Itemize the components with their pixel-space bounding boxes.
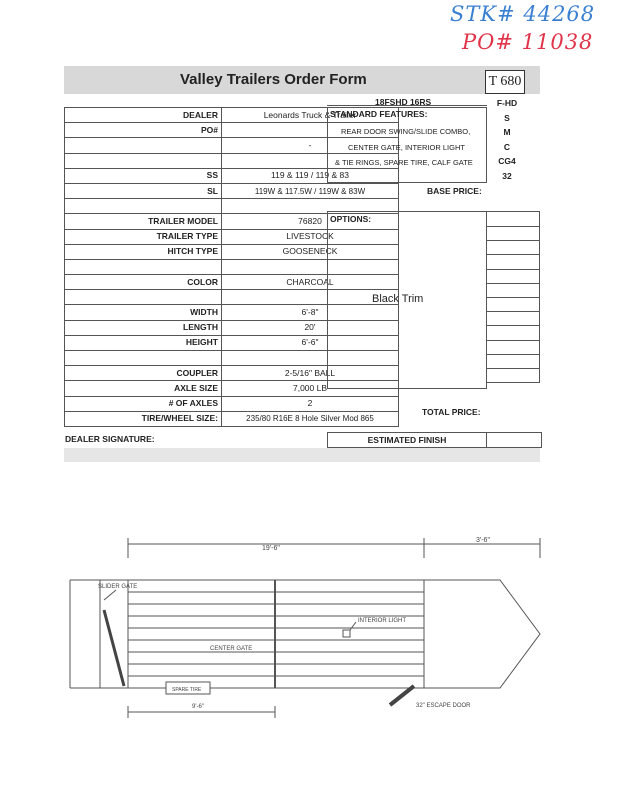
row-value: 119 & 119 / 119 & 83 — [222, 168, 399, 183]
row-label: TRAILER TYPE — [65, 229, 222, 244]
row-value: 6'-8" — [222, 305, 399, 320]
row-value: Leonards Truck & Trailer — [222, 108, 399, 123]
options-heading: OPTIONS: — [330, 214, 372, 224]
dealer-signature-label: DEALER SIGNATURE: — [65, 434, 155, 444]
row-value: 235/80 R16E 8 Hole Silver Mod 865 — [222, 411, 399, 426]
row-value: GOOSENECK — [222, 244, 399, 259]
row-label: TRAILER MODEL — [65, 214, 222, 229]
feature-codes — [490, 96, 524, 183]
slider-gate-label: SLIDER GATE — [98, 584, 138, 590]
row-value: 6'-6" — [222, 335, 399, 350]
stock-number: STK# 44268 — [450, 2, 596, 26]
row-label: SS — [65, 168, 222, 183]
row-value: 7,000 LB — [222, 381, 399, 396]
row-label — [65, 138, 222, 153]
row-label: COLOR — [65, 275, 222, 290]
row-value: - — [222, 138, 399, 153]
table-row — [65, 411, 399, 426]
base-price-label: BASE PRICE: — [427, 186, 482, 196]
interior-light — [343, 630, 350, 637]
row-label — [65, 290, 222, 305]
estimated-finish-value — [486, 432, 542, 448]
spare-tire-label: SPARE TIRE — [172, 687, 202, 693]
row-label: WIDTH — [65, 305, 222, 320]
row-label: LENGTH — [65, 320, 222, 335]
form-title: Valley Trailers Order Form — [180, 71, 367, 88]
row-label: AXLE SIZE — [65, 381, 222, 396]
options-price-cell — [486, 211, 540, 227]
row-label — [65, 199, 222, 214]
total-price-label: TOTAL PRICE: — [422, 407, 481, 417]
code-3: C — [503, 141, 511, 152]
row-label: SL — [65, 183, 222, 198]
standard-feature-line: & TIE RINGS, SPARE TIRE, CALF GATE — [335, 158, 473, 167]
row-value: 20' — [222, 320, 399, 335]
escape-door-label: 32" ESCAPE DOOR — [416, 703, 471, 709]
options-price-column — [486, 227, 540, 383]
row-label: HITCH TYPE — [65, 244, 222, 259]
model-line: 18FSHD 16RS — [375, 97, 432, 107]
options-note: Black Trim — [372, 293, 424, 305]
nose-length: 3'-6" — [476, 537, 490, 544]
estimated-finish-label: ESTIMATED FINISH — [327, 432, 487, 448]
escape-door — [390, 686, 414, 705]
standard-feature-line: CENTER GATE, INTERIOR LIGHT — [348, 143, 465, 152]
row-label: # OF AXLES — [65, 396, 222, 411]
code-0: F-HD — [496, 98, 518, 108]
po-number: PO# 11038 — [462, 30, 594, 54]
row-label: PO# — [65, 123, 222, 138]
row-label: HEIGHT — [65, 335, 222, 350]
row-value: LIVESTOCK — [222, 229, 399, 244]
standard-feature-line: REAR DOOR SWING/SLIDE COMBO, — [341, 127, 471, 136]
row-value: CHARCOAL — [222, 275, 399, 290]
row-label: DEALER — [65, 108, 222, 123]
row-value: 119W & 117.5W / 119W & 83W — [222, 183, 399, 198]
divider — [327, 105, 487, 106]
row-label — [65, 351, 222, 366]
standard-features-heading: STANDARD FEATURES: — [330, 109, 428, 119]
row-value: 2-5/16" BALL — [222, 366, 399, 381]
table-row — [65, 396, 399, 411]
rear-dim-label: 9'-6" — [192, 704, 204, 710]
table-row — [65, 183, 399, 198]
form-code: T 680 — [485, 70, 525, 94]
trailer-diagram — [0, 500, 618, 730]
rear-door — [100, 580, 128, 688]
slider-gate — [104, 610, 124, 686]
row-label: TIRE/WHEEL SIZE: — [65, 411, 222, 426]
overall-length: 19'-6" — [262, 545, 280, 552]
code-5: 32 — [502, 170, 512, 181]
interior-light-label: INTERIOR LIGHT — [358, 618, 407, 624]
code-2: M — [503, 127, 511, 137]
row-value: 2 — [222, 396, 399, 411]
row-label — [65, 153, 222, 168]
center-gate-label: CENTER GATE — [210, 646, 253, 652]
row-value: 76820 — [222, 214, 399, 229]
row-label: COUPLER — [65, 366, 222, 381]
code-4: CG4 — [498, 156, 516, 166]
row-label — [65, 259, 222, 274]
code-1: S — [504, 112, 510, 123]
footer-band — [64, 448, 540, 462]
trailer-nose — [424, 580, 540, 688]
